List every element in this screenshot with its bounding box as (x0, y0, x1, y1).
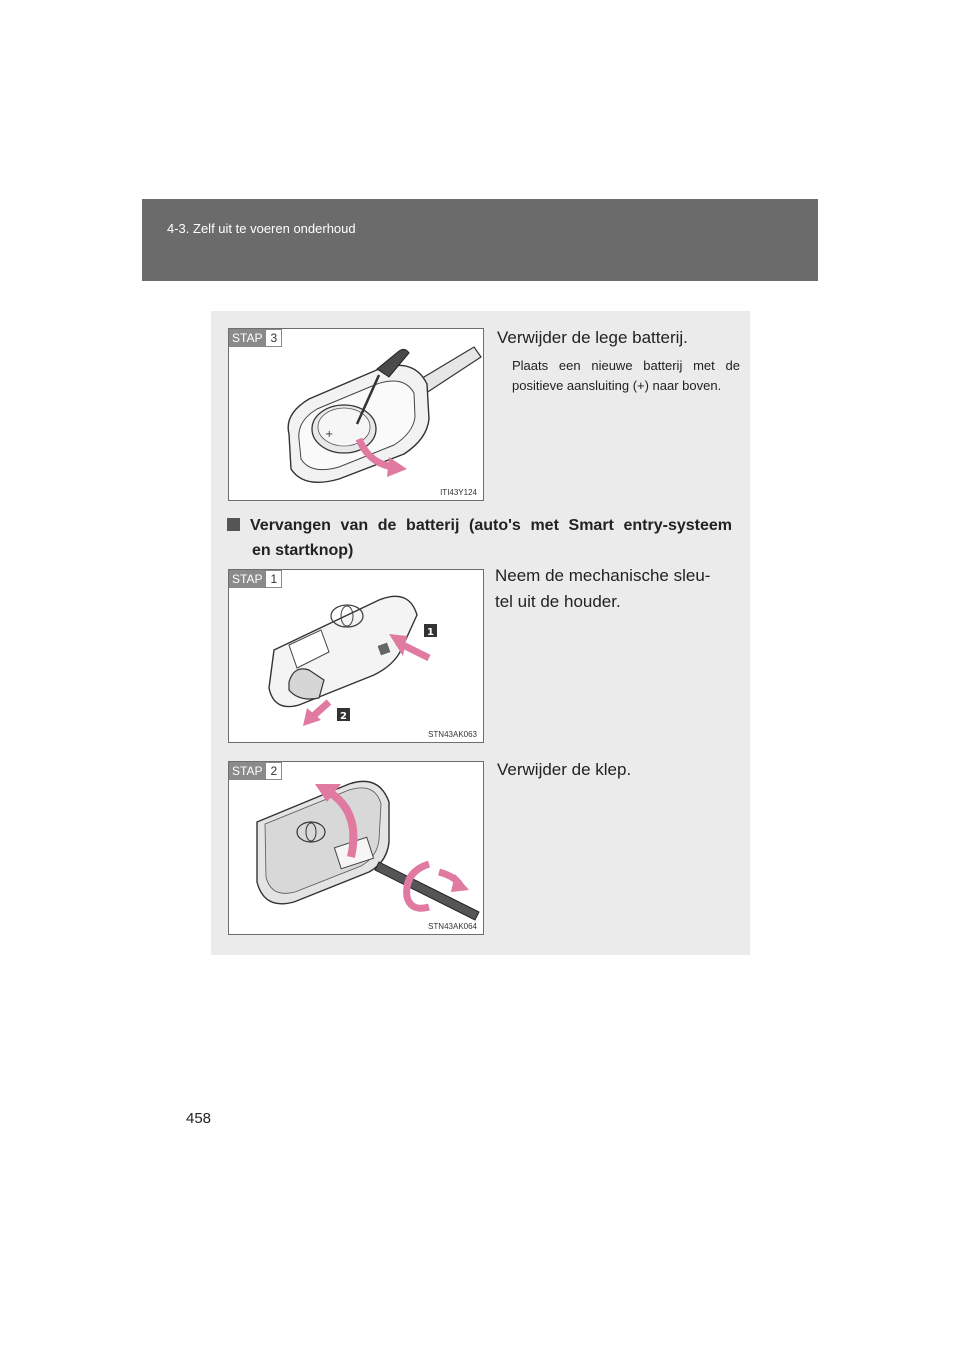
step-1-instruction-line2: tel uit de houder. (495, 592, 621, 611)
cover-removal-illustration (229, 762, 484, 935)
step-badge-label: STAP (229, 329, 266, 347)
step-badge (229, 570, 282, 588)
step-1-instruction (495, 563, 740, 615)
step-badge-number: 2 (266, 762, 282, 780)
section-title: 4-3. Zelf uit te voeren onderhoud (167, 221, 356, 236)
section-heading (227, 513, 732, 563)
section-heading-line1: Vervangen van de batterij (auto's met Smart entry-systeem (250, 517, 732, 534)
step-badge (229, 762, 282, 780)
callout-2: 2 (340, 711, 347, 722)
figure-step-3 (228, 328, 484, 501)
figure-code: STN43AK064 (428, 922, 477, 931)
step-badge-number: 3 (266, 329, 282, 347)
step-badge-number: 1 (266, 570, 282, 588)
step-3-note: Plaats een nieuwe batterij met de positieve aansluiting (+) naar boven. (512, 358, 740, 393)
figure-code: ITI43Y124 (440, 488, 477, 497)
step-2-instruction: Verwijder de klep. (497, 760, 632, 779)
figure-step-2 (228, 761, 484, 935)
key-removal-illustration (229, 570, 484, 743)
figure-step-1 (228, 569, 484, 743)
section-heading-line2: en startknop) (252, 542, 354, 559)
step-badge (229, 329, 282, 347)
battery-removal-illustration (229, 329, 484, 501)
step-badge-label: STAP (229, 570, 266, 588)
step-badge-label: STAP (229, 762, 266, 780)
page-header (142, 199, 818, 281)
step-3-instruction: Verwijder de lege batterij. (497, 328, 688, 347)
bullet-square-icon (227, 518, 240, 531)
figure-code: STN43AK063 (428, 730, 477, 739)
callout-1: 1 (427, 627, 434, 638)
svg-text:+: + (325, 429, 334, 440)
step-1-instruction-line1: Neem de mechanische sleu- (495, 566, 711, 585)
page-number: 458 (186, 1110, 212, 1127)
